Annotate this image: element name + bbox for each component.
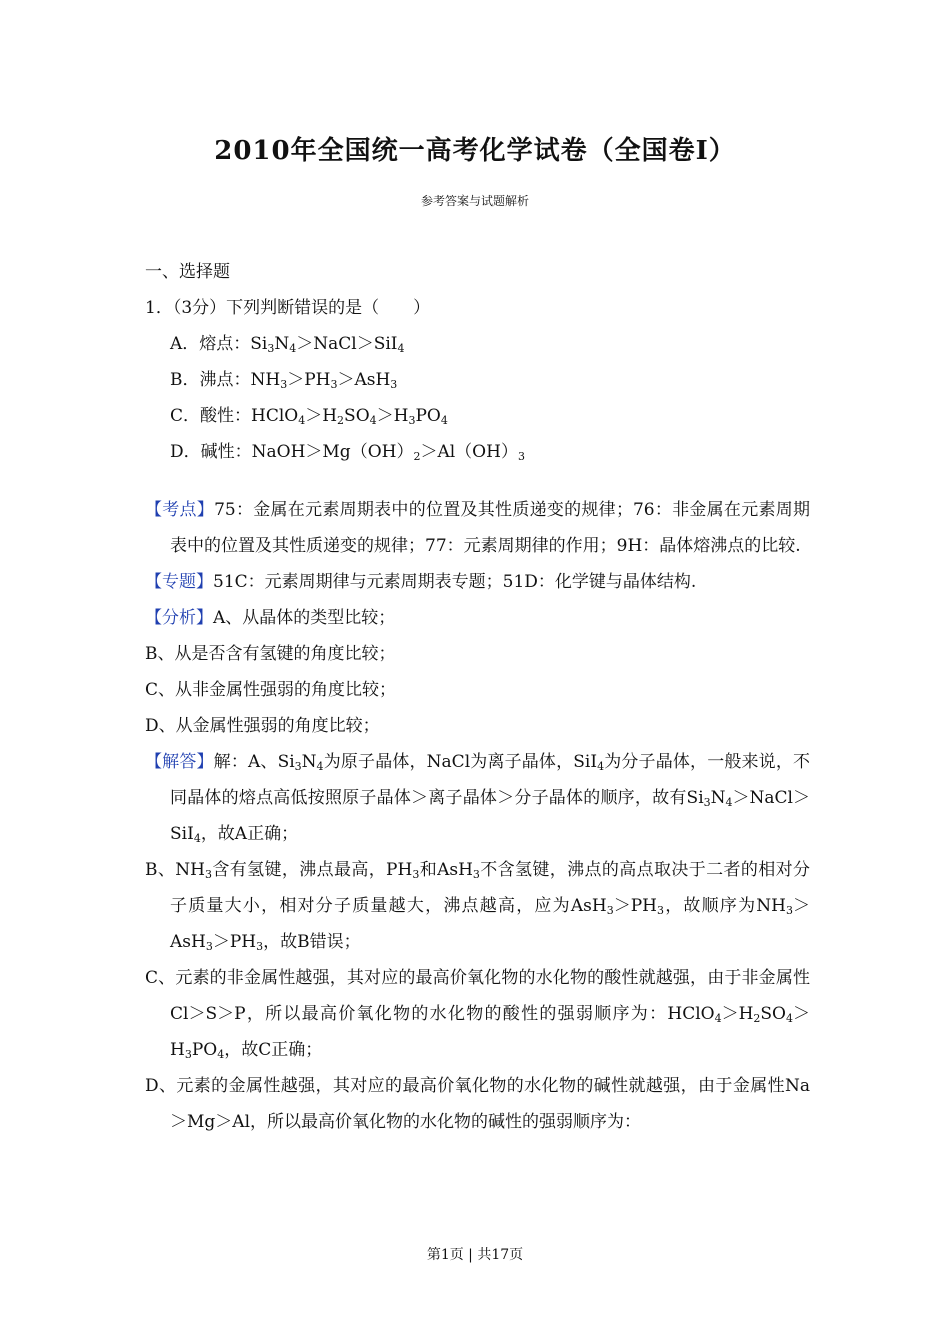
question-stem: 1．（3分）下列判断错误的是（ ）	[145, 298, 431, 318]
fenxi-paragraph: 【分析】A、从晶体的类型比较；	[145, 608, 396, 628]
option-b: B．沸点：$NH_3>PH_3>AsH_3$	[170, 370, 398, 391]
fenxi-label: 【分析】	[145, 608, 213, 628]
jieda-d: D、元素的金属性越强，其对应的最高价氧化物的水化物的碱性就越强，由于金属性Na＞Mg＞Al，所以最高价氧化物的水化物的碱性的强弱顺序为：	[145, 1076, 810, 1132]
option-c: C．酸性：$HClO_4>H_2SO_4>H_3PO_4$	[170, 406, 448, 427]
page-footer: 第1页 | 共17页	[426, 1247, 524, 1263]
option-d: D．碱性：$NaOH>Mg(OH)_2>Al(OH)_3$	[170, 442, 525, 463]
jieda-c: C、元素的非金属性越强，其对应的最高价氧化物的水化物的酸性就越强，由于非金属性Cl＞S＞P，所以最高价氧化物的水化物的酸性的强弱顺序为：$HClO_4>H_2SO_4>H_3PO_4$，故C正确；	[145, 968, 810, 1061]
jieda-b: B、$NH_3$含有氢键，沸点最高，$PH_3$和AsH$_3$不含氢键，沸点的高点取决于二者的相对分子质量大小，相对分子质量越大，沸点越高，应为$AsH_3>PH_3$，故顺序为$NH_3>AsH_3>PH_3$，故B错误；	[145, 860, 811, 953]
fenxi-d: D、从金属性强弱的角度比较；	[145, 716, 380, 736]
fenxi-c: C、从非金属性强弱的角度比较；	[145, 680, 397, 700]
option-a: A．熔点：$Si_3N_4>NaCl>SiI_4$	[170, 334, 405, 355]
zhuanti-paragraph: 【专题】51C：元素周期律与元素周期表专题；51D：化学键与晶体结构.	[145, 572, 697, 592]
kaodian-label: 【考点】	[145, 500, 215, 520]
document-title: 2010年全国统一高考化学试卷（全国卷Ⅰ）	[214, 136, 736, 166]
jieda-label: 【解答】	[145, 752, 214, 772]
section-heading: 一、选择题	[145, 262, 230, 282]
jieda-a: 【解答】解：A、$Si_3N_4$为原子晶体，NaCl为离子晶体，SiI$_4$为分子晶体，一般来说，不同晶体的熔点高低按照原子晶体＞离子晶体＞分子晶体的顺序，故有$Si_3N_4>NaCl>SiI_4$，故A正确；	[145, 752, 810, 845]
zhuanti-label: 【专题】	[145, 572, 213, 592]
document-body	[145, 254, 810, 1140]
fenxi-b: B、从是否含有氢键的角度比较；	[145, 644, 396, 664]
document-subtitle: 参考答案与试题解析	[420, 194, 529, 208]
kaodian-paragraph: 【考点】75：金属在元素周期表中的位置及其性质递变的规律；76：非金属在元素周期表中的位置及其性质递变的规律；77：元素周期律的作用；9H：晶体熔沸点的比较.	[145, 500, 811, 556]
